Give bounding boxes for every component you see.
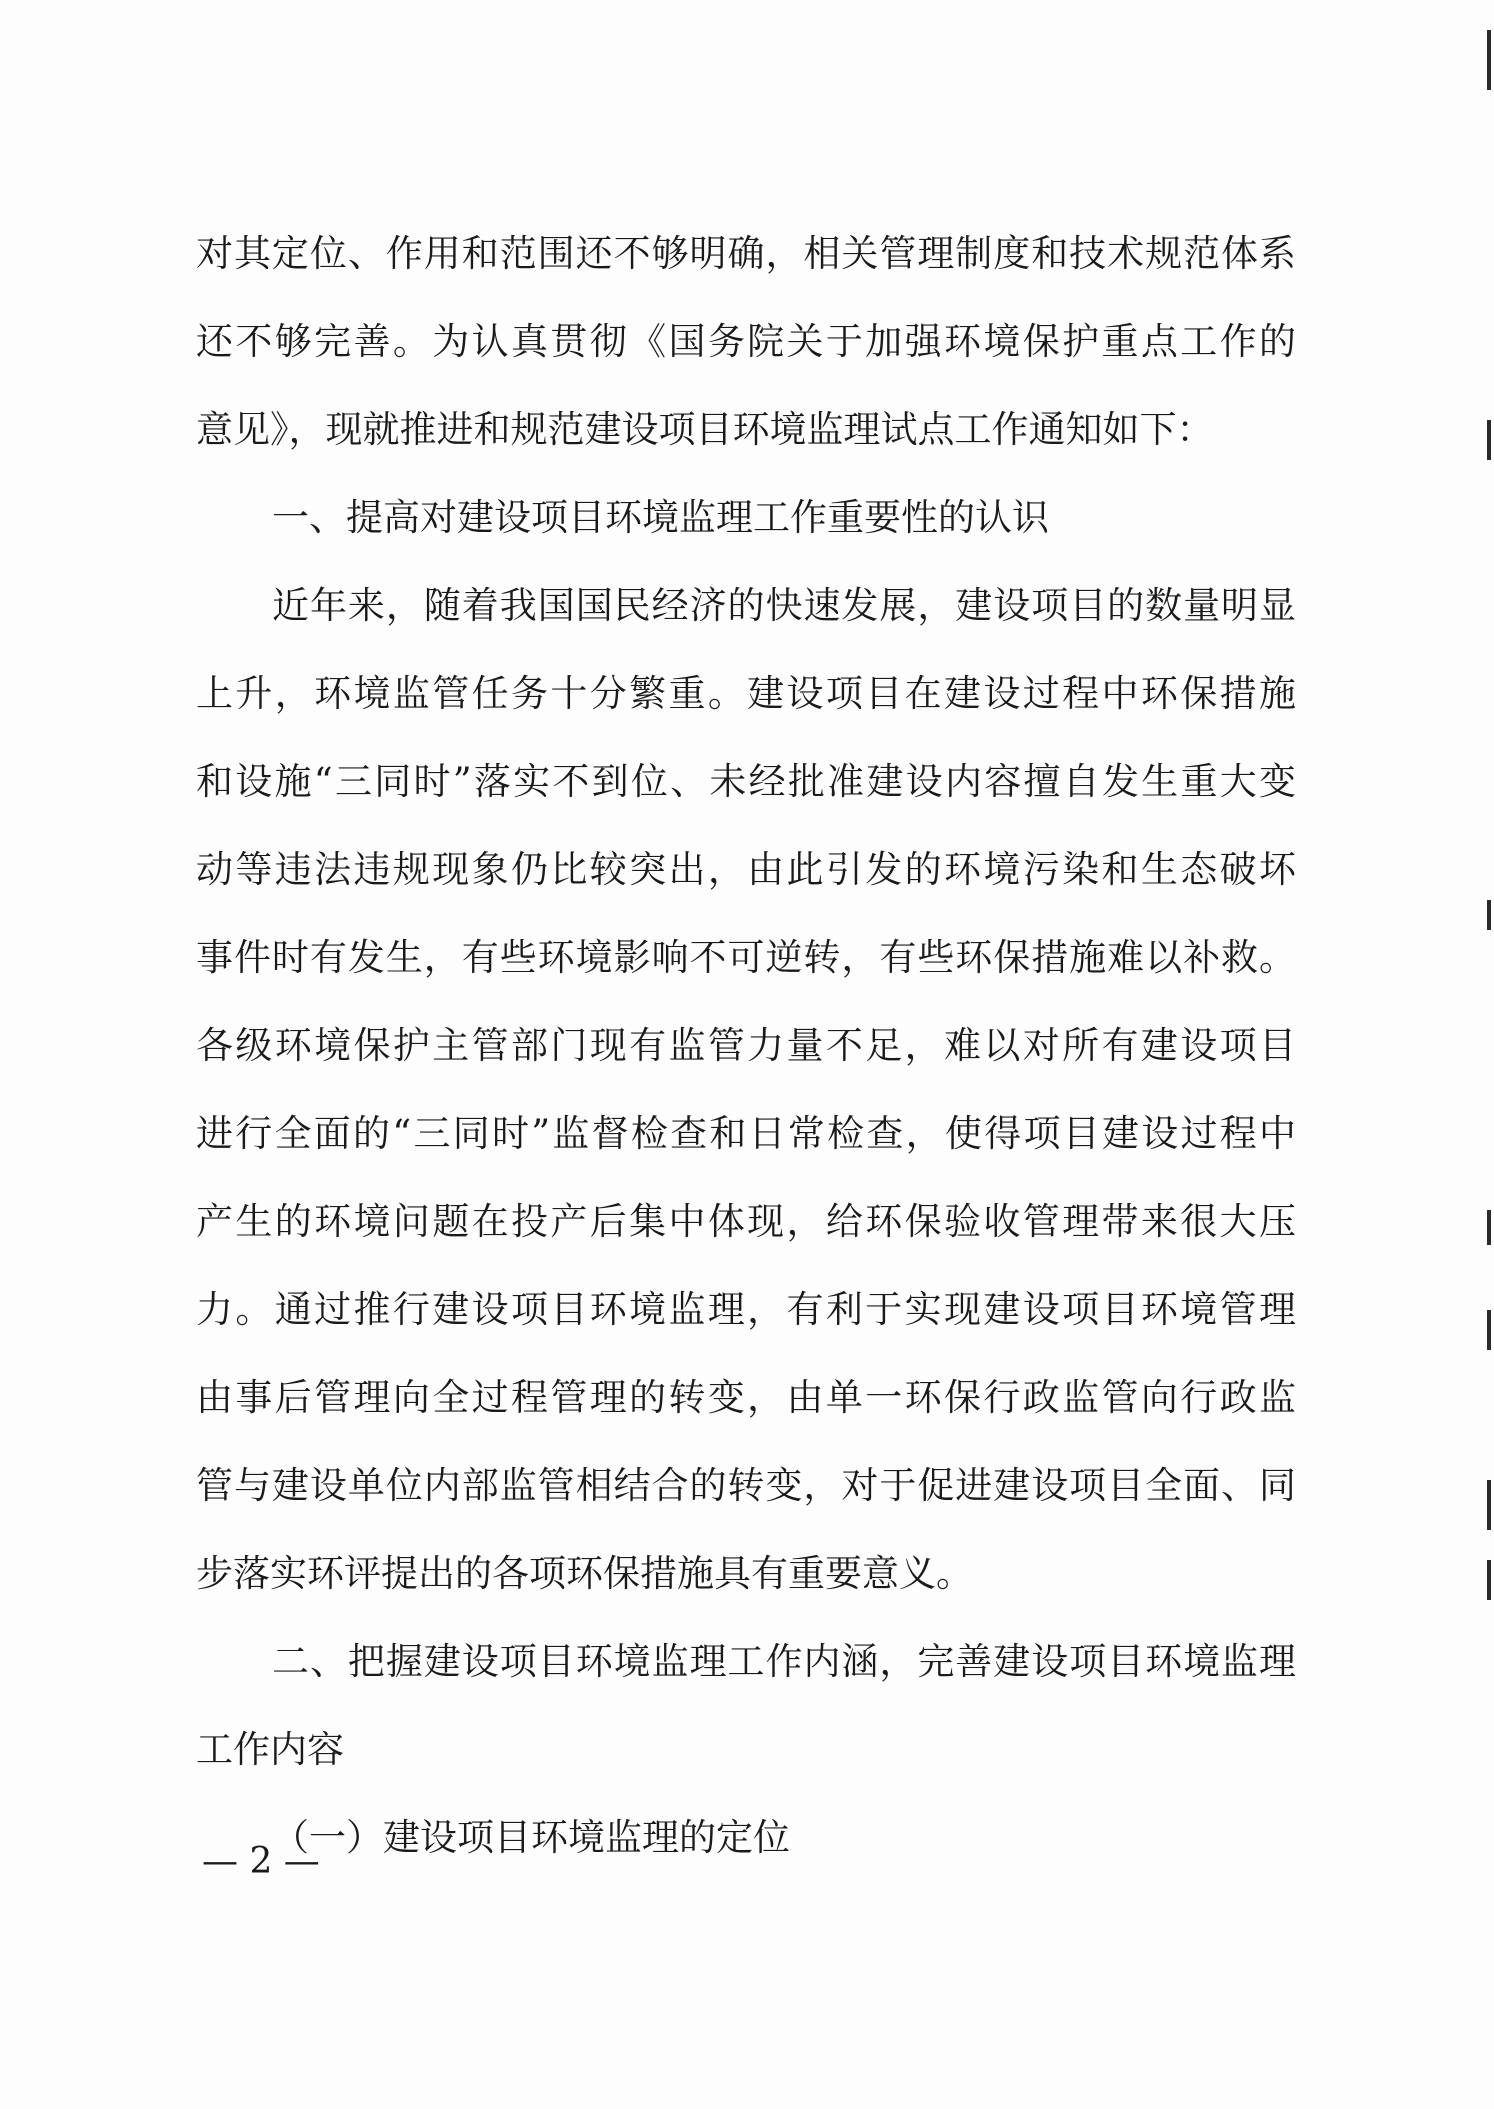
section-heading: 一、提高对建设项目环境监理工作重要性的认识 <box>272 496 1049 539</box>
subsection-heading: （一）建设项目环境监理的定位 <box>272 1816 790 1859</box>
text-line: 产生的环境问题在投产后集中体现，给环保验收管理带来很大压 <box>196 1200 1296 1243</box>
text-line: 步落实环评提出的各项环保措施具有重要意义。 <box>196 1552 973 1595</box>
text-line: 管与建设单位内部监管相结合的转变，对于促进建设项目全面、同 <box>196 1464 1296 1507</box>
text-line: 进行全面的“三同时”监督检查和日常检查，使得项目建设过程中 <box>196 1112 1296 1155</box>
text-line: 各级环境保护主管部门现有监管力量不足，难以对所有建设项目 <box>196 1024 1296 1067</box>
section-heading: 工作内容 <box>196 1728 344 1771</box>
scan-mark <box>1487 900 1491 930</box>
text-line: 对其定位、作用和范围还不够明确，相关管理制度和技术规范体系 <box>196 232 1296 275</box>
body-text <box>196 232 1296 1904</box>
text-line: 近年来，随着我国国民经济的快速发展，建设项目的数量明显 <box>272 584 1296 627</box>
scan-mark <box>1487 1480 1491 1530</box>
scan-mark <box>1487 1310 1491 1350</box>
scan-mark <box>1487 1560 1491 1600</box>
scan-mark <box>1487 420 1491 460</box>
text-line: 力。通过推行建设项目环境监理，有利于实现建设项目环境管理 <box>196 1288 1296 1331</box>
text-line: 和设施“三同时”落实不到位、未经批准建设内容擅自发生重大变 <box>196 760 1296 803</box>
scan-edge-marks <box>1478 0 1494 2109</box>
page-number: — 2 — <box>202 1841 320 1882</box>
text-line: 事件时有发生，有些环境影响不可逆转，有些环保措施难以补救。 <box>196 936 1296 979</box>
text-line: 由事后管理向全过程管理的转变，由单一环保行政监管向行政监 <box>196 1376 1296 1419</box>
text-line: 动等违法违规现象仍比较突出，由此引发的环境污染和生态破坏 <box>196 848 1296 891</box>
text-line: 上升，环境监管任务十分繁重。建设项目在建设过程中环保措施 <box>196 672 1296 715</box>
section-heading: 二、把握建设项目环境监理工作内涵，完善建设项目环境监理 <box>272 1640 1296 1683</box>
scan-mark <box>1487 1210 1491 1245</box>
text-line: 意见》，现就推进和规范建设项目环境监理试点工作通知如下： <box>196 408 1214 451</box>
scan-mark <box>1487 30 1491 90</box>
text-line: 还不够完善。为认真贯彻《国务院关于加强环境保护重点工作的 <box>196 320 1296 363</box>
